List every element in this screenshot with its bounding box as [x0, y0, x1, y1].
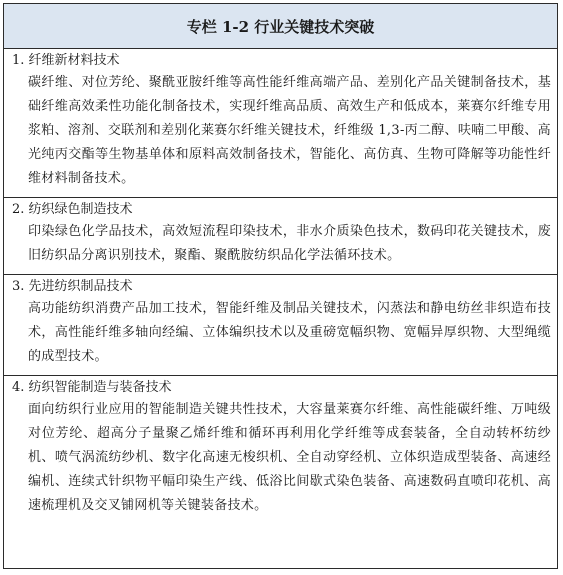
- section-advanced-products: [4, 275, 557, 376]
- section-heading: 1. 纤维新材料技术: [12, 53, 120, 68]
- feature-box: [3, 3, 558, 569]
- section-green-manufacturing: [4, 198, 557, 275]
- section-text: 印染绿色化学品技术，高效短流程印染技术，非水介质染色技术，数码印花关键技术，废旧纺织品分离识别技术，聚酯、聚酰胺纺织品化学法循环技术。: [28, 224, 551, 263]
- box-title: 专栏 1-2 行业关键技术突破: [4, 4, 557, 49]
- section-fiber-materials: [4, 49, 557, 198]
- section-heading: 4. 纺织智能制造与装备技术: [12, 380, 172, 395]
- section-smart-manufacturing: [4, 376, 557, 524]
- section-heading: 3. 先进纺织制品技术: [12, 279, 133, 294]
- section-text: 面向纺织行业应用的智能制造关键共性技术，大容量莱赛尔纤维、高性能碳纤维、万吨级对位芳纶、超高分子量聚乙烯纤维和循环再利用化学纤维等成套装备，全自动转杯纺纱机、喷气涡流纺纱机、数字化高速无梭织机、全自动穿经机、立体织造成型装备、高速经编机、连续式针织物平幅印染生产线、低浴比间歇式染色装备、高速数码直喷印花机、高速梳理机及交叉铺网机等关键装备技术。: [28, 402, 551, 513]
- section-text: 高功能纺织消费产品加工技术，智能纤维及制品关键技术，闪蒸法和静电纺丝非织造布技术，高性能纤维多轴向经编、立体编织技术以及重磅宽幅织物、宽幅异厚织物、大型绳缆的成型技术。: [28, 301, 551, 364]
- section-text: 碳纤维、对位芳纶、聚酰亚胺纤维等高性能纤维高端产品、差别化产品关键制备技术，基础纤维高效柔性功能化制备技术，实现纤维高品质、高效生产和低成本，莱赛尔纤维专用浆粕、溶剂、交联剂和差别化莱赛尔纤维关键技术，纤维级 1,3-丙二醇、呋喃二甲酸、高光纯丙交酯等生物基单体和原料高效制备技术，智能化、高仿真、生物可降解等功能性纤维材料制备技术。: [28, 75, 551, 186]
- section-heading: 2. 纺织绿色制造技术: [12, 202, 133, 217]
